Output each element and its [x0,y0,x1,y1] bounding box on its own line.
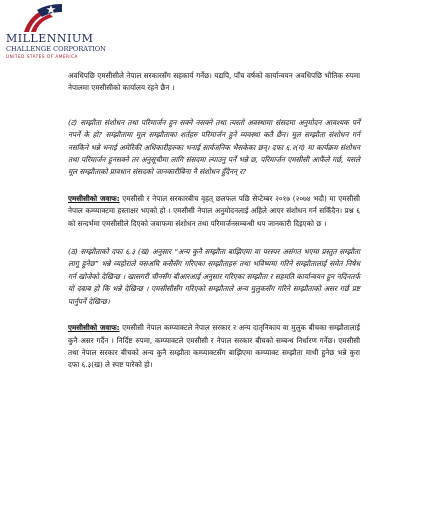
question-t: (ट) सम्झौता संशोधन तथा परिमार्जन हुन सक्ने नसक्ने तथा त्यस्तो अवस्थामा संसदमा अनुमोदन आवश्यक पर्ने नपर्ने के हो? सम्झौतामा मूल सम्झौताका शर्तहरु परिमार्जन हुने व्यवस्था कतै छैन। मूल सम्झौता संशोधन गर्न नसकिने भन्ने भनाई अमेरिकी अधिकारीहरुका भनाई सार्वजनिक भैसकेका छन्। दफा ६.२(ग) मा कार्यक्रम संशोधन तथा परिमार्जन हुनसक्ने तर अनुसूचीमा लागि संसदमा ल्याउनु पर्ने भन्ने छ, परिमार्जन एमसीसी आफैंले गर्छ, यसले मूल सम्झौताको प्रावधान संसदको जानकारीबिना नै संशोधन हुँदैनन् र? [68,117,360,177]
paragraph-1: अवधिपछि एमसीसीले नेपाल सरकारसँग सहकार्य गर्नेछ। यद्यपि, पाँच वर्षको कार्यान्वयन अवधिपछि भौतिक रुपमा नेपालमा एमसीसीको कार्यालय रहने छैन । [68,71,360,93]
answer-paragraph-1 [68,193,360,230]
flag-star-icon [22,2,64,32]
question-th: (ठ) सम्झौताको दफा ६.३ (ख) अनुसार “अन्य कुनै सम्झौता बाझिएमा वा परस्पर असंगत भएमा प्रस्तुत सम्झौता लागू हुनेछ” भन्ने व्यहोराले यसअघि कसैसँग गरिएका सम्झौताहरु तथा भविष्यमा गरिने सम्झौतालाई समेत निषेध गर्न खोजेको देखिन्छ । खासगरी चीनसँग बीआरआई अनुसार गरिएका सम्झौता र सहमति कार्यान्वयन हुन नदिनतर्फ यो दबाब हो कि भन्ने देखिन्छ । एमसीसीसँग गरिएको सम्झौताले अन्य मुलुकसँग गरिने सम्झौताको असर गर्छ प्रष्ट पार्नुपर्ने देखिन्छ। [68,247,360,306]
answer-label: एमसीसीको जवाफ: [68,323,120,333]
mcc-logo [6,2,126,64]
answer-text: एमसीसी नेपाल कम्प्याक्टले नेपाल सरकार र अन्य दातृनिकाय वा मुलुक बीचका सम्झौतालाई कुनै असर गर्दैन । निर्दिष्ट रुपमा, कम्प्याक्टले एमसीसी र नेपाल सरकार बीचको सम्बन्ध निर्धारण गर्नेछ। एमसीसी तथा नेपाल सरकार बीचको अन्य कुनै सम्झौता कम्प्याक्टसँग बाझिएमा कम्प्याक्ट सम्झौता माथी हुनेछ भन्ने कुरा दफा ६.३(ख) ले स्पष्ट पारेको हो। [68,323,361,370]
answer-label: एमसीसीको जवाफ: [68,193,120,203]
logo-subtitle: CHALLENGE CORPORATION [6,45,106,53]
logo-country: UNITED STATES OF AMERICA [6,54,78,59]
answer-text: एमसीसी र नेपाल सरकारबीच वृहत् छलफल पछि सेप्टेम्बर २०१७ (२०७४ भदौ) मा एमसीसी नेपाल कम्प्याक्टमा हस्ताक्षर भएको हो । एमसीसी नेपाल अनुमोदनलाई अहिले आएर संशोधन गर्न सकिँदैन। प्रश्न ६ को सन्दर्भमा एमसीसीले दिएको जवाफमा संशोधन तथा परिमार्जनसम्बन्धी थप जानकारी दिइएको छ । [68,193,360,228]
answer-paragraph-2 [68,322,360,372]
document-body [68,70,360,388]
logo-title: MILLENNIUM [6,32,94,45]
